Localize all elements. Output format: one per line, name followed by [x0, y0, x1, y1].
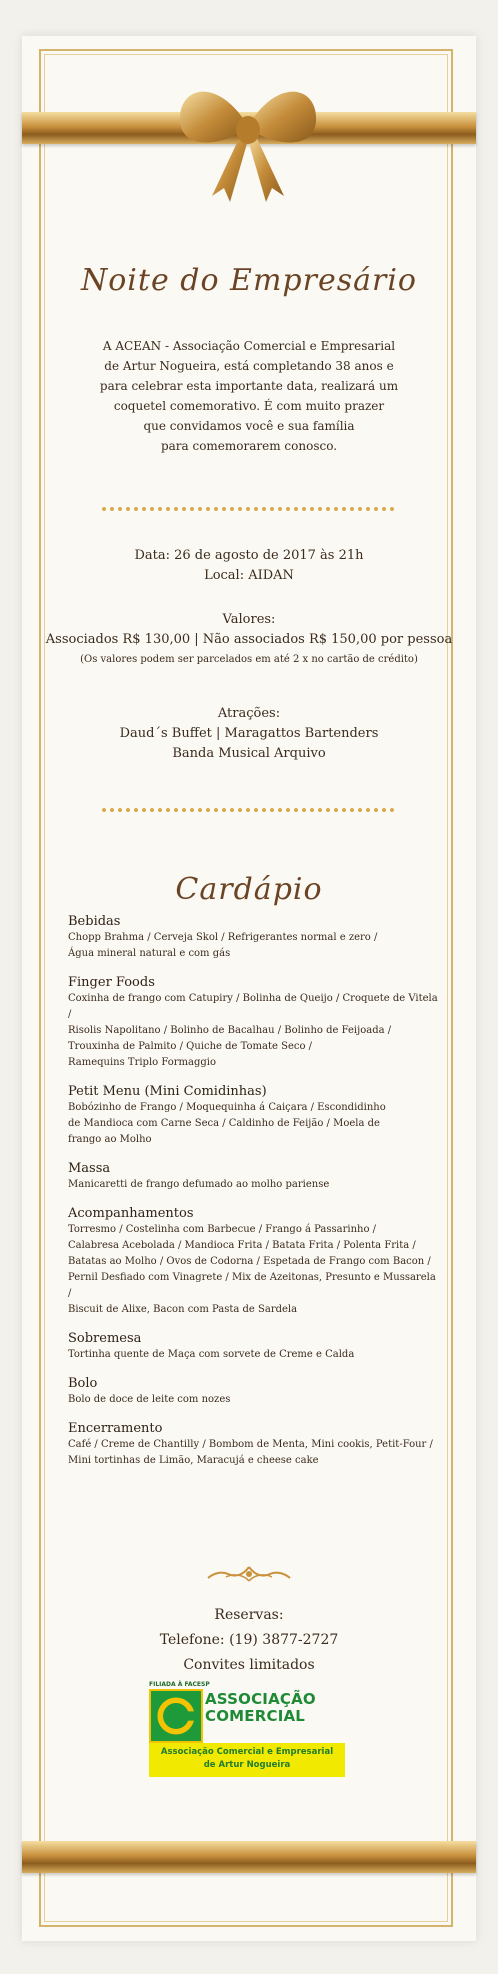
menu-item-line: Tortinha quente de Maça com sorvete de Creme e Calda — [68, 1349, 355, 1360]
menu-item-line: Pernil Desfiado com Vinagrete / Mix de Azeitonas, Presunto e Mussarela / — [68, 1272, 436, 1299]
menu-section — [68, 1420, 438, 1469]
menu-item-line: Risolis Napolitano / Bolinho de Bacalhau / Bolinho de Feijoada / — [68, 1025, 392, 1036]
menu-section-title: Bebidas — [68, 914, 121, 929]
menu-title: Cardápio — [175, 872, 323, 907]
logo-subtitle-line: de Artur Nogueira — [203, 1760, 291, 1770]
menu-section — [68, 913, 438, 962]
menu-item-line: Torresmo / Costelinha com Barbecue / Frango á Passarinho / — [68, 1224, 377, 1235]
menu-section — [68, 1375, 438, 1408]
menu-section-title: Sobremesa — [68, 1331, 142, 1346]
content — [22, 36, 476, 1941]
intro-line: coquetel comemorativo. É com muito prazer — [113, 399, 385, 413]
menu-item-line: Batatas ao Molho / Ovos de Codorna / Espetada de Frango com Bacon / — [68, 1256, 431, 1267]
reservations-label: Reservas: — [214, 1607, 284, 1623]
attractions-line: Daud´s Buffet | Maragattos Bartenders — [119, 726, 379, 741]
menu-section-title: Finger Foods — [68, 975, 155, 990]
menu-section-title: Massa — [68, 1161, 111, 1176]
attractions-label: Atrações: — [217, 706, 281, 721]
menu-section-title: Encerramento — [68, 1421, 163, 1436]
menu-section-title: Acompanhamentos — [68, 1206, 194, 1221]
menu-item-line: Ramequins Triplo Formaggio — [68, 1057, 217, 1068]
intro-line: A ACEAN - Associação Comercial e Empresarial — [102, 339, 396, 353]
menu-section-title: Petit Menu (Mini Comidinhas) — [68, 1084, 267, 1099]
bottom-ribbon — [22, 1841, 476, 1873]
logo-name — [205, 1691, 345, 1725]
menu-section — [68, 1083, 438, 1148]
menu-item-line: Bolo de doce de leite com nozes — [68, 1394, 231, 1405]
intro-line: para celebrar esta importante data, realizará um — [99, 379, 399, 393]
menu-item-line: Bobózinho de Frango / Moquequinha á Caiçara / Escondidinho — [68, 1102, 386, 1113]
menu-item-line: de Mandioca com Carne Seca / Caldinho de Feijão / Moela de — [68, 1118, 380, 1129]
menu-item-line: Trouxinha de Palmito / Quiche de Tomate Seco / — [68, 1041, 313, 1052]
menu-item-line: Calabresa Acebolada / Mandioca Frita / Batata Frita / Polenta Frita / — [68, 1240, 416, 1251]
logo-subtitle-line: Associação Comercial e Empresarial — [160, 1747, 334, 1757]
values-note: (Os valores podem ser parcelados em até 2 x no cartão de crédito) — [80, 654, 418, 665]
intro-line: que convidamos você e sua família — [143, 419, 355, 433]
event-attractions — [22, 704, 476, 764]
menu-item-line: frango ao Molho — [68, 1134, 152, 1145]
logo-subtitle — [149, 1743, 345, 1777]
logo-tag: FILIADA À FACESP — [149, 1681, 210, 1688]
intro-text — [82, 336, 416, 456]
logo-name-line: COMERCIAL — [205, 1707, 306, 1725]
event-date: Data: 26 de agosto de 2017 às 21h — [134, 548, 364, 563]
intro-line: para comemorarem conosco. — [160, 439, 338, 453]
reservations-phone[interactable]: Telefone: (19) 3877-2727 — [159, 1632, 339, 1648]
menu-item-line: Coxinha de frango com Catupiry / Bolinha de Queijo / Croquete de Vitela / — [68, 993, 438, 1020]
menu-section — [68, 974, 438, 1071]
menu-section — [68, 1205, 438, 1318]
dotted-divider — [100, 807, 398, 813]
menu-section-title: Bolo — [68, 1376, 98, 1391]
attractions-line: Banda Musical Arquivo — [172, 746, 326, 761]
logo-symbol-icon — [149, 1689, 203, 1743]
acean-logo — [149, 1681, 345, 1777]
event-date-place — [22, 546, 476, 586]
event-title: Noite do Empresário — [81, 263, 417, 298]
menu-section — [68, 1330, 438, 1363]
menu-item-line: Biscuit de Alixe, Bacon com Pasta de Sardela — [68, 1304, 298, 1315]
dotted-divider — [100, 506, 398, 512]
menu-section — [68, 1160, 438, 1193]
invitation-card — [22, 36, 476, 1941]
reservations-note: Convites limitados — [183, 1657, 315, 1673]
menu-item-line: Manicaretti de frango defumado ao molho pariense — [68, 1179, 330, 1190]
menu-item-line: Café / Creme de Chantilly / Bombom de Menta, Mini cookis, Petit-Four / — [68, 1439, 433, 1450]
values-label: Valores: — [222, 612, 276, 627]
values-text: Associados R$ 130,00 | Não associados R$ 150,00 por pessoa — [45, 632, 453, 647]
intro-line: de Artur Nogueira, está completando 38 anos e — [104, 359, 394, 373]
menu-item-line: Água mineral natural e com gás — [68, 948, 231, 959]
ornament-icon — [200, 1563, 298, 1585]
menu-item-line: Mini tortinhas de Limão, Maracujá e cheese cake — [68, 1455, 319, 1466]
menu-item-line: Chopp Brahma / Cerveja Skol / Refrigerantes normal e zero / — [68, 932, 378, 943]
logo-name-line: ASSOCIAÇÃO — [205, 1690, 316, 1708]
event-place: Local: AIDAN — [204, 568, 294, 583]
event-values — [22, 610, 476, 670]
reservations — [22, 1603, 476, 1678]
menu-list — [68, 913, 438, 1481]
